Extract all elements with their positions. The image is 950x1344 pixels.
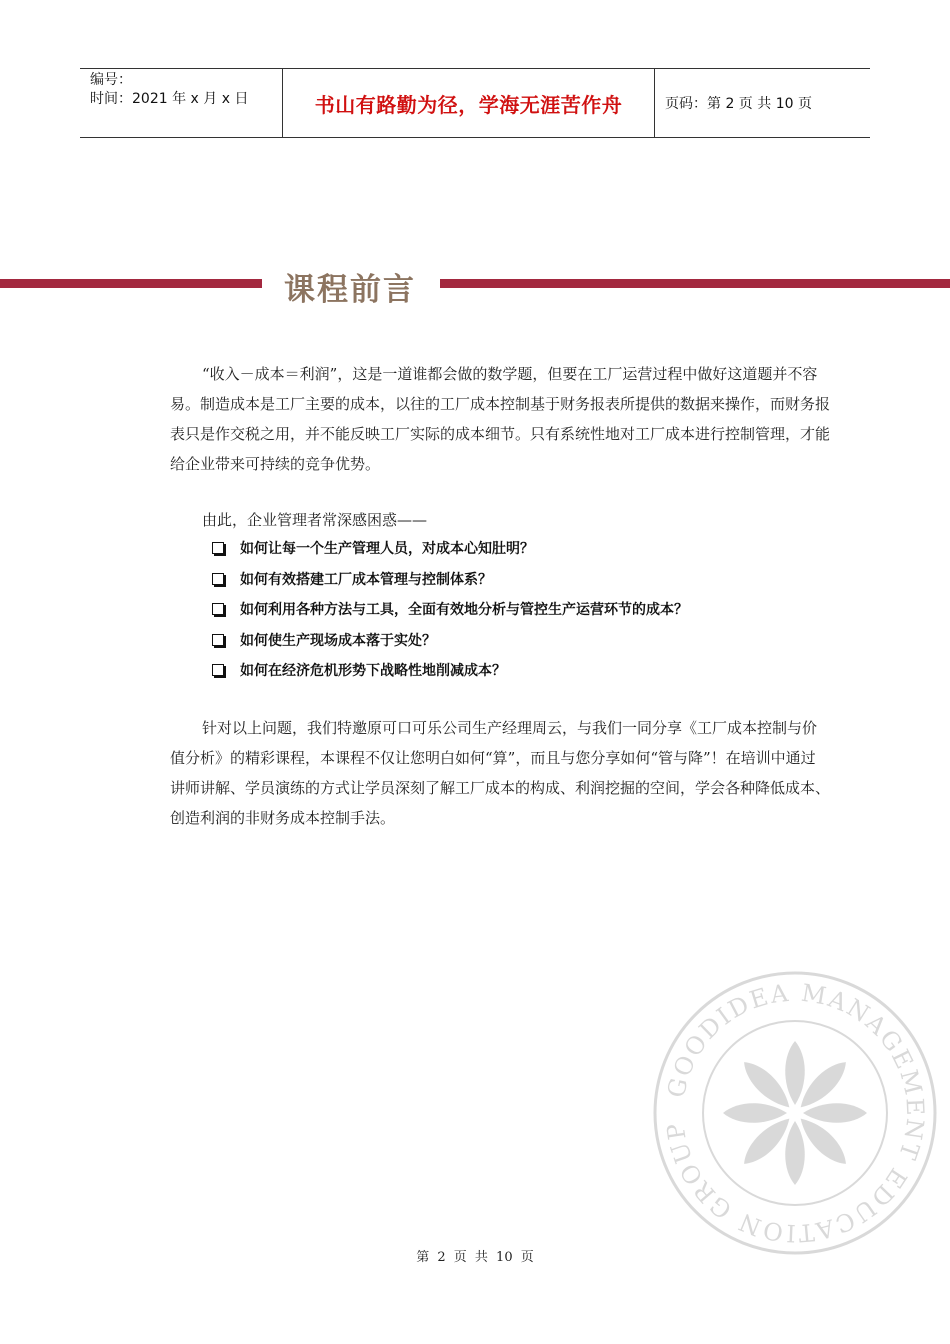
lead-in: 由此，企业管理者常深感困惑——	[202, 511, 428, 529]
page-footer: 第 2 页 共 10 页	[416, 1250, 534, 1265]
number-label: 编号：	[90, 72, 132, 88]
checkbox-bullet-icon	[212, 573, 224, 585]
header-meta	[80, 69, 283, 137]
list-item: 如何利用各种方法与工具，全面有效地分析与管控生产运营环节的成本？	[212, 594, 688, 625]
checkbox-bullet-icon	[212, 603, 224, 615]
motto: 书山有路勤为径，学海无涯苦作舟	[314, 92, 623, 117]
section-title: 课程前言	[284, 272, 416, 308]
time-label: 时间：2021 年 x 月 x 日	[90, 91, 249, 107]
checkbox-bullet-icon	[212, 664, 224, 676]
seal-ring-text: GOODIDEA MANAGEMENT EDUCATION GROUP	[661, 978, 930, 1248]
intro-paragraph: “收入－成本＝利润”，这是一道谁都会做的数学题，但要在工厂运营过程中做好这道题并不容易。制造成本是工厂主要的成本，以往的工厂成本控制基于财务报表所提供的数据来操作，而财务报表只是作交税之用，并不能反映工厂实际的成本细节。只有系统性地对工厂成本进行控制管理，才能给企业带来可持续的竞争优势。	[170, 365, 831, 473]
list-item: 如何让每一个生产管理人员，对成本心知肚明？	[212, 533, 688, 564]
banner-bar-right	[440, 279, 950, 288]
header-motto-cell	[283, 69, 655, 137]
closing-paragraph: 针对以上问题，我们特邀原可口可乐公司生产经理周云，与我们一同分享《工厂成本控制与价值分析》的精彩课程，本课程不仅让您明白如何“算”，而且与您分享如何“管与降”！在培训中通过讲师讲解、学员演练的方式让学员深刻了解工厂成本的构成、利润挖掘的空间，学会各种降低成本、创造利润的非财务成本控制手法。	[170, 719, 831, 827]
question-list	[212, 533, 688, 686]
header-page-info	[655, 69, 870, 137]
document-header	[80, 68, 870, 138]
watermark-seal-icon	[650, 968, 940, 1258]
banner-bar-left	[0, 279, 262, 288]
checkbox-bullet-icon	[212, 634, 224, 646]
list-item: 如何有效搭建工厂成本管理与控制体系？	[212, 564, 688, 595]
list-item: 如何在经济危机形势下战略性地削减成本？	[212, 655, 688, 686]
checkbox-bullet-icon	[212, 542, 224, 554]
page-info: 页码：第 2 页 共 10 页	[665, 96, 812, 112]
list-item: 如何使生产现场成本落于实处？	[212, 625, 688, 656]
